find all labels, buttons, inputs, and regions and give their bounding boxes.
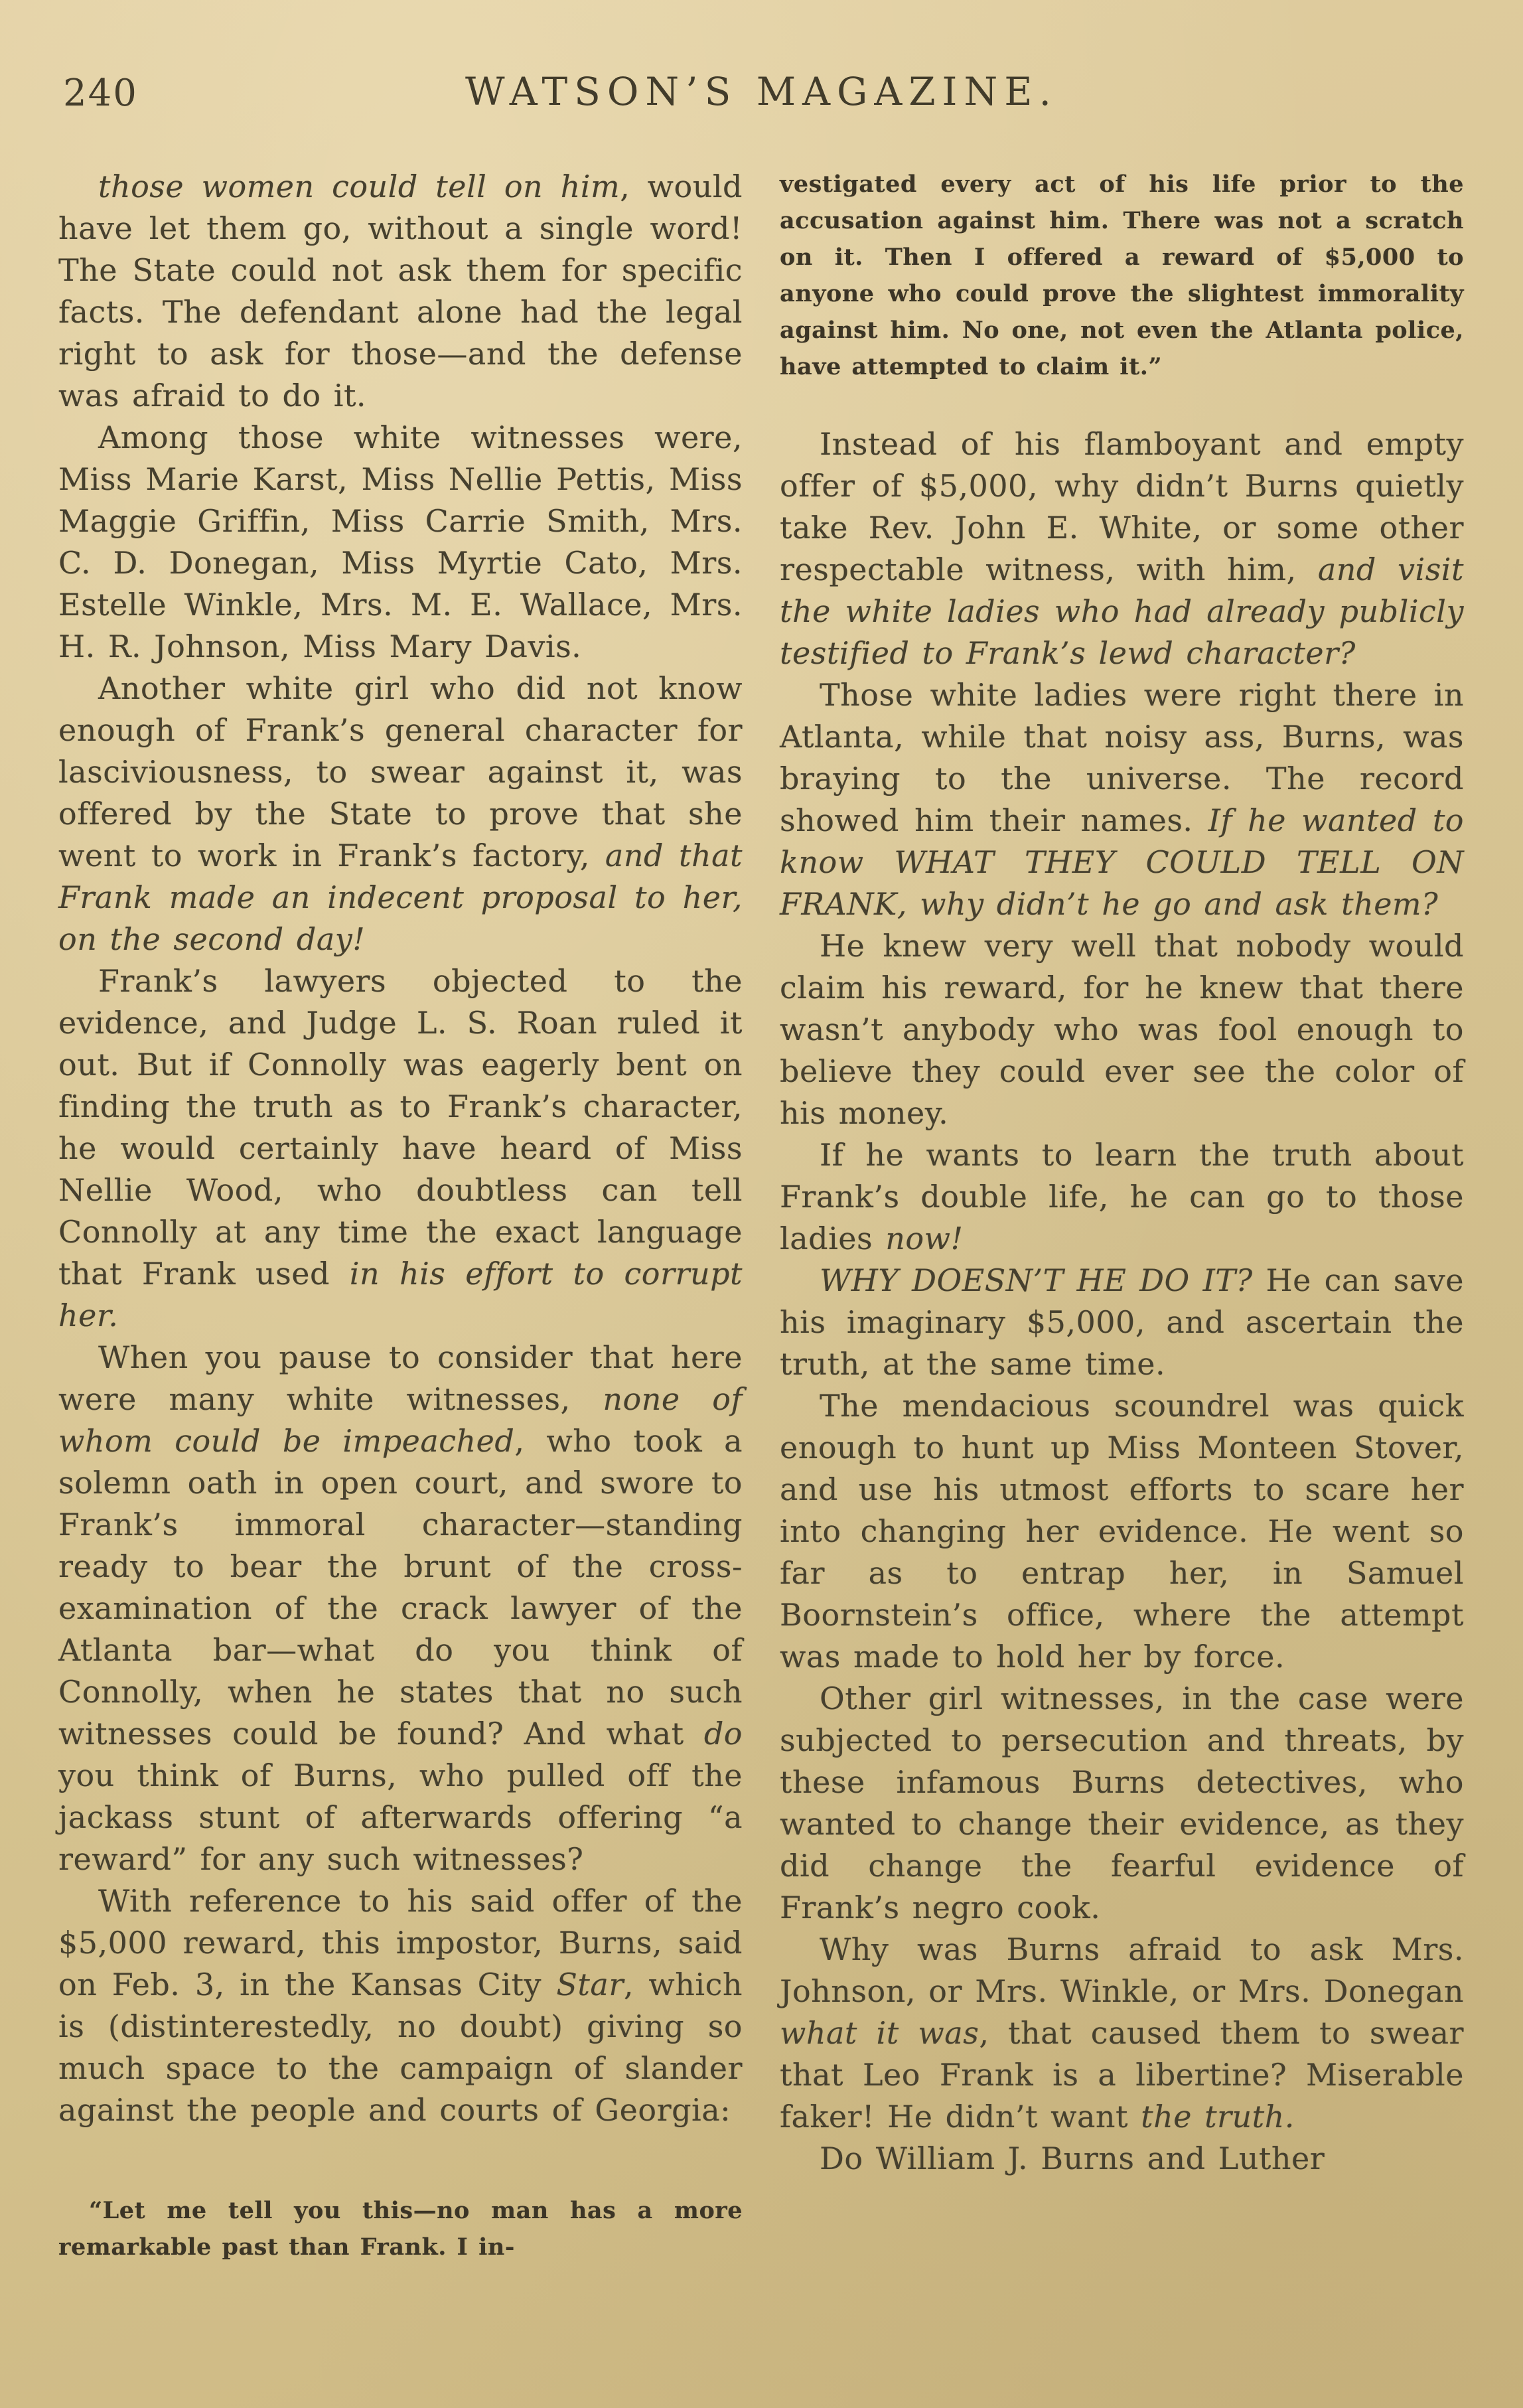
magazine-title: WATSON’S MAGAZINE.: [465, 69, 1058, 114]
text-run: He can save his imaginary $5,000, and ascertain the truth, at the same time.: [780, 1262, 1464, 1382]
italic-text-run: and that Frank made an indecent proposal to her, on the second day!: [58, 838, 743, 957]
article-paragraph: [58, 166, 743, 417]
italic-text-run: WHY DOESN’T HE DO IT?: [820, 1262, 1253, 1298]
text-run: Do William J. Burns and Luther: [820, 2141, 1325, 2176]
italic-text-run: do: [703, 1716, 743, 1752]
page-number: 240: [63, 72, 138, 115]
text-run: , that caused them to swear that Leo Frank is a libertine? Miserable faker! He didn’t want: [780, 2015, 1465, 2135]
text-run: Those white ladies were right there in Atlanta, while that noisy ass, Burns, was braying to the universe. The record showed him their names.: [780, 677, 1464, 838]
article-paragraph: [780, 423, 1464, 674]
italic-text-run: now!: [885, 1221, 964, 1256]
text-run: , who took a solemn oath in open court, and swore to Frank’s immoral character—standing ready to bear the brunt of the cross-examination of the crack lawyer of the Atlanta bar—what do you think of Connolly, when he states that no such witnesses could be found? And what: [58, 1423, 743, 1752]
text-run: Instead of his flamboyant and empty offer of $5,000, why didn’t Burns quietly take Rev. John E. White, or some other respectable witness, with him,: [780, 426, 1464, 587]
column-left: [58, 166, 743, 2265]
article-paragraph: [780, 1134, 1464, 1260]
article-paragraph: [780, 1929, 1464, 2138]
text-run: Other girl witnesses, in the case were subjected to persecution and threats, by these infamous Burns detectives, who wanted to change their evidence, as they did change the fearful evidence of Frank’s negro cook.: [780, 1681, 1464, 1925]
italic-text-run: what it was: [780, 2015, 979, 2051]
text-run: you think of Burns, who pulled off the jackass stunt of afterwards offering “a reward” for any such witnesses?: [58, 1758, 743, 1877]
text-run: When you pause to consider that here were many white witnesses,: [58, 1339, 743, 1417]
article-paragraph: [780, 2138, 1464, 2180]
article-paragraph: [58, 960, 743, 1337]
italic-text-run: those women could tell on him: [98, 169, 620, 204]
text-run: The mendacious scoundrel was quick enough to hunt up Miss Monteen Stover, and use his utmost efforts to scare her into changing her evidence. He went so far as to entrap her, in Samuel Boornstein’s office, where the attempt was made to hold her by force.: [780, 1388, 1464, 1675]
quoted-excerpt-paragraph: [58, 2192, 743, 2265]
article-paragraph: [58, 1337, 743, 1880]
article-paragraph: [58, 668, 743, 960]
article-paragraph: [58, 1880, 743, 2131]
article-paragraph: [780, 1385, 1464, 1678]
article-paragraph: [780, 1260, 1464, 1385]
text-run: With reference to his said offer of the $5,000 reward, this impostor, Burns, said on Feb. 3, in the Kansas City: [58, 1883, 743, 2002]
text-run: He knew very well that nobody would claim his reward, for he knew that there wasn’t anybody who was fool enough to believe they could ever see the color of his money.: [780, 928, 1464, 1131]
article-columns: [0, 166, 1523, 2265]
column-right: [780, 166, 1464, 2265]
text-run: Another white girl who did not know enough of Frank’s general character for lasciviousness, to swear against it, was offered by the State to prove that she went to work in Frank’s factory,: [58, 670, 743, 873]
article-paragraph: [780, 674, 1464, 925]
text-run: “Let me tell you this—no man has a more remarkable past than Frank. I in-: [58, 2197, 743, 2261]
text-run: Frank’s lawyers objected to the evidence, and Judge L. S. Roan ruled it out. But if Connolly was eagerly bent on finding the truth as to Frank’s character, he would certainly have heard of Miss Nellie Wood, who doubtless can tell Connolly at any time the exact language that Frank used: [58, 963, 743, 1292]
article-paragraph: [780, 925, 1464, 1134]
italic-text-run: none of whom could be impeached: [58, 1381, 743, 1459]
text-run: Why was Burns afraid to ask Mrs. Johnson, or Mrs. Winkle, or Mrs. Donegan: [780, 1931, 1464, 2009]
italic-text-run: in his effort to corrupt her.: [58, 1256, 743, 1333]
italic-text-run: and visit the white ladies who had already publicly testified to Frank’s lewd character?: [780, 552, 1464, 671]
quoted-excerpt-paragraph: [780, 166, 1464, 385]
article-paragraph: [58, 417, 743, 668]
text-run: , would have let them go, without a single word! The State could not ask them for specific facts. The defendant alone had the legal right to ask for those—and the defense was afraid to do it.: [58, 169, 743, 414]
article-paragraph: [780, 1678, 1464, 1929]
text-run: vestigated every act of his life prior to the accusation against him. There was not a scratch on it. Then I offered a reward of $5,000 to anyone who could prove the slightest immorality against him. No one, not even the Atlanta police, have attempted to claim it.”: [780, 171, 1464, 380]
italic-text-run: If he wanted to know WHAT THEY COULD TELL ON FRANK, why didn’t he go and ask them?: [780, 802, 1464, 922]
text-run: , which is (distinterestedly, no doubt) giving so much space to the campaign of slander against the people and courts of Georgia:: [58, 1967, 743, 2128]
text-run: Among those white witnesses were, Miss Marie Karst, Miss Nellie Pettis, Miss Maggie Griffin, Miss Carrie Smith, Mrs. C. D. Donegan, Miss Myrtie Cato, Mrs. Estelle Winkle, Mrs. M. E. Wallace, Mrs. H. R. Johnson, Miss Mary Davis.: [58, 419, 743, 664]
italic-text-run: the truth.: [1141, 2099, 1295, 2135]
italic-text-run: Star: [556, 1967, 624, 2002]
text-run: If he wants to learn the truth about Frank’s double life, he can go to those ladies: [780, 1137, 1464, 1256]
